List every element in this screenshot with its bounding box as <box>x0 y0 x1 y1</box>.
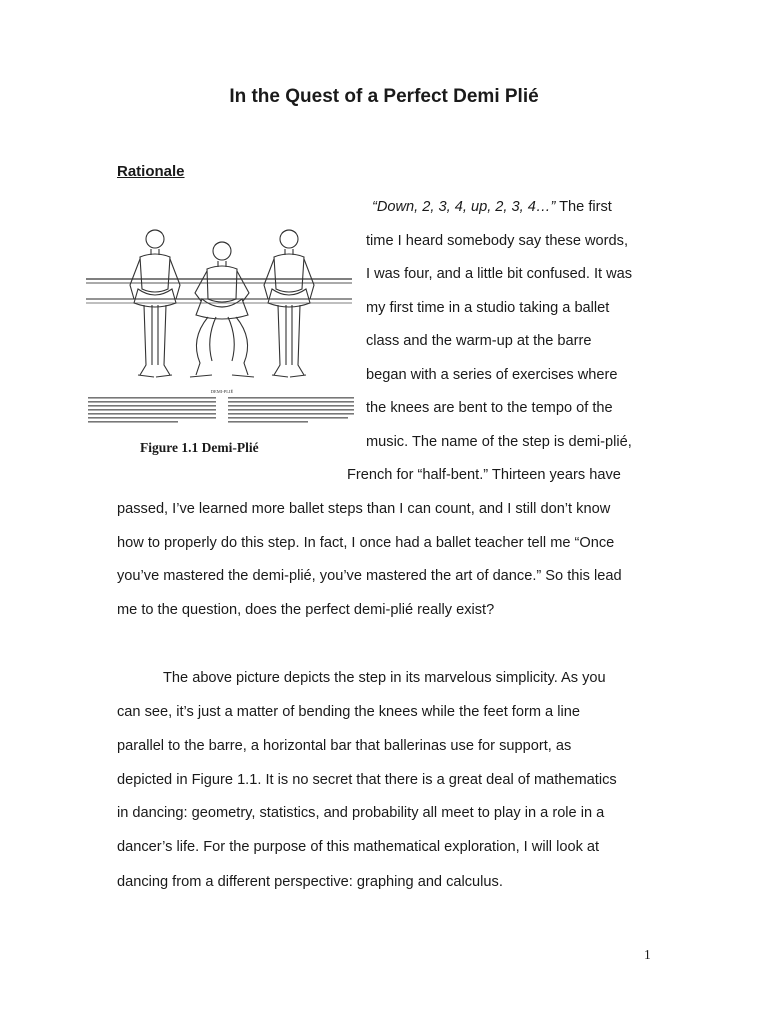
paragraph-line: dancer’s life. For the purpose of this mathematical exploration, I will look at <box>117 839 600 855</box>
page-number: 1 <box>644 947 651 962</box>
paragraph-line: The above picture depicts the step in its marvelous simplicity. As you <box>163 670 606 686</box>
figure-caption: Figure 1.1 Demi-Plié <box>140 440 259 455</box>
paragraph-line: class and the warm-up at the barre <box>366 333 592 349</box>
paragraph-line: I was four, and a little bit confused. It was <box>366 266 633 282</box>
paragraph-line: began with a series of exercises where <box>366 367 618 383</box>
paragraph-line: you’ve mastered the demi-plié, you’ve mastered the art of dance.” So this lead <box>117 568 622 584</box>
paragraph-line: my first time in a studio taking a ballet <box>366 300 610 316</box>
quote-followup-text: The first <box>555 199 612 215</box>
paragraph-line <box>372 198 612 216</box>
paragraph-line: me to the question, does the perfect demi-plié really exist? <box>117 602 495 618</box>
paragraph-line: how to properly do this step. In fact, I once had a ballet teacher tell me “Once <box>117 535 615 551</box>
paragraph-line: the knees are bent to the tempo of the <box>366 400 613 416</box>
section-heading: Rationale <box>117 163 185 180</box>
paragraph-line: passed, I’ve learned more ballet steps than I can count, and I still don’t know <box>117 501 611 517</box>
paragraph-line: depicted in Figure 1.1. It is no secret that there is a great deal of mathematics <box>117 772 617 788</box>
paragraph-line: French for “half-bent.” Thirteen years have <box>347 467 621 483</box>
document-title: In the Quest of a Perfect Demi Plié <box>229 86 539 107</box>
paragraph-line: in dancing: geometry, statistics, and probability all meet to play in a role in a <box>117 805 605 821</box>
paragraph-line: parallel to the barre, a horizontal bar that ballerinas use for support, as <box>117 738 572 754</box>
paragraph-line: can see, it’s just a matter of bending the knees while the feet form a line <box>117 704 580 720</box>
paragraph-line: dancing from a different perspective: graphing and calculus. <box>117 874 503 890</box>
quote-text: “Down, 2, 3, 4, up, 2, 3, 4…” <box>372 199 556 215</box>
paragraph-line: time I heard somebody say these words, <box>366 233 629 249</box>
ballerinas-illustration <box>82 213 362 435</box>
figure-header-text: DEMI-PLIÉ <box>210 389 234 394</box>
demi-plie-figure <box>82 213 362 435</box>
paragraph-line: music. The name of the step is demi-plié, <box>366 434 632 450</box>
